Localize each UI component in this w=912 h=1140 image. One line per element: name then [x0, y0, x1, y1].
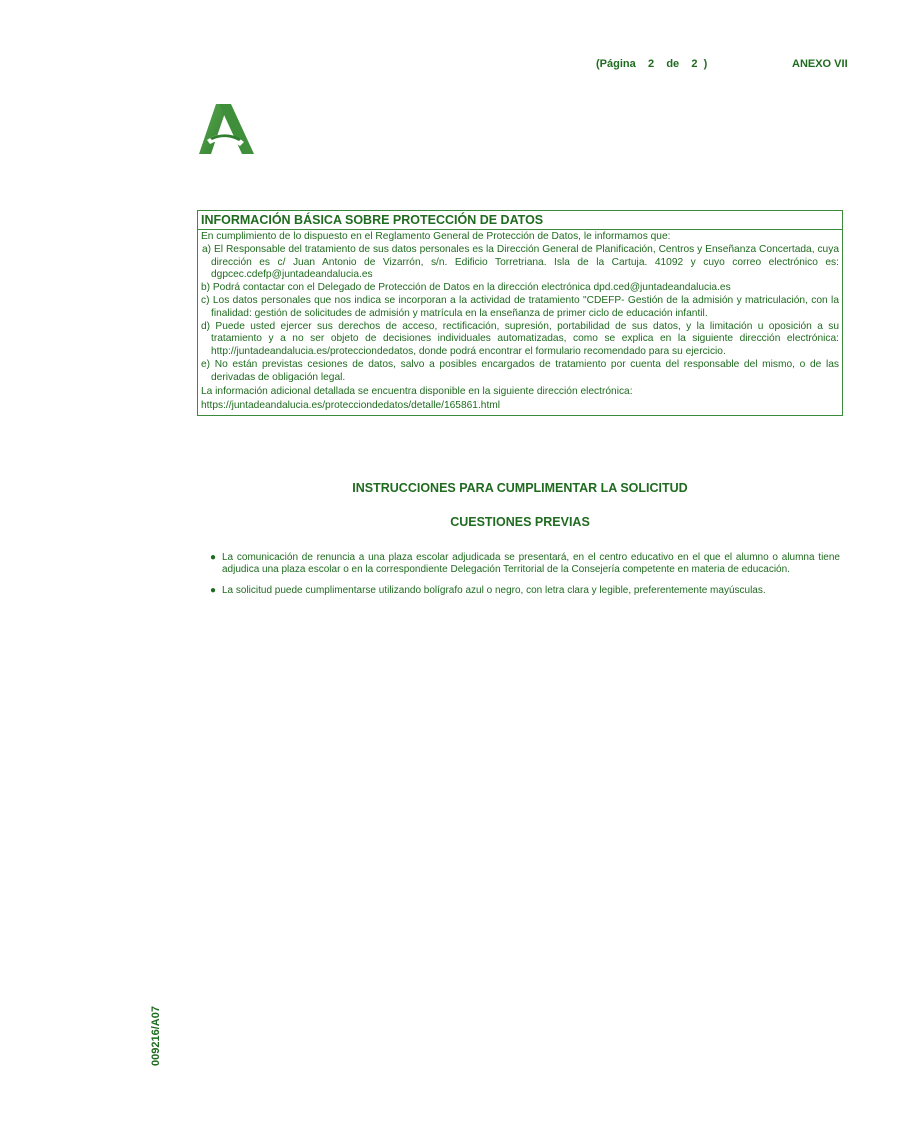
junta-de-andalucia-logo-icon: [198, 102, 256, 156]
annex-label: ANEXO VII: [792, 58, 848, 70]
page-total: 2: [691, 58, 698, 70]
bullet-text: La solicitud puede cumplimentarse utilizando bolígrafo azul o negro, con letra clara y legible, preferentemente mayúsculas.: [222, 585, 766, 597]
logo-graphic: [198, 102, 256, 156]
data-protection-box: [197, 210, 843, 416]
list-item: [210, 552, 840, 575]
data-protection-additional-url: https://juntadeandalucia.es/protecciondedatos/detalle/165861.html: [201, 400, 501, 412]
page-open-label: (Página: [596, 58, 636, 70]
data-protection-item-e: e) No están previstas cesiones de datos, salvo a posibles encargados de tratamiento por cuenta del responsable del mismo, o de las derivadas de obligación legal.: [201, 358, 839, 383]
page-of-label: de: [666, 58, 680, 70]
data-protection-item-d: d) Puede usted ejercer sus derechos de acceso, rectificación, supresión, portabilidad de sus datos, y la limitación u oposición a su tratamiento y a no ser objeto de decisiones individuales automatizadas, como se explica en la siguiente dirección electrónica: http://juntadeandalucia.es/protecciondedatos, donde podrá encontrar el formulario recomendado para su ejercicio.: [201, 320, 839, 358]
instructions-title: INSTRUCCIONES PARA CUMPLIMENTAR LA SOLICITUD: [352, 481, 688, 495]
data-protection-item-c: c) Los datos personales que nos indica se incorporan a la actividad de tratamiento "CDEFP- Gestión de la admisión y matriculación, con la finalidad: gestión de solicitudes de admisión y matrícula en la enseñanza de primer ciclo de educación infantil.: [201, 294, 839, 319]
data-protection-body: [198, 230, 842, 413]
bullet-text: La comunicación de renuncia a una plaza escolar adjudicada se presentará, en el centro educativo en el que el alumno o alumna tiene adjudica una plaza escolar o en la correspondiente Delegación Territorial de la Consejería competente en materia de educación.: [222, 552, 840, 575]
page-close-label: ): [703, 58, 708, 70]
page-indicator: [596, 58, 707, 70]
page-current: 2: [647, 58, 655, 70]
form-code: 009216/A07: [150, 1006, 162, 1066]
data-protection-additional-info: La información adicional detallada se encuentra disponible en la siguiente dirección electrónica:: [201, 385, 633, 397]
data-protection-title: INFORMACIÓN BÁSICA SOBRE PROTECCIÓN DE DATOS: [198, 211, 842, 230]
data-protection-item-a: a) El Responsable del tratamiento de sus datos personales es la Dirección General de Planificación, Centros y Enseñanza Concertada, cuya dirección es c/ Juan Antonio de Vizarrón, s/n. Edificio Torretriana. Isla de la Cartuja. 41092 y cuyo correo electrónico es: dgpcec.cdefp@juntadeandalucia.es: [202, 243, 839, 281]
list-item: [210, 585, 840, 597]
bullet-icon: ●: [210, 585, 217, 597]
bullet-icon: ●: [210, 552, 217, 563]
data-protection-intro: En cumplimiento de lo dispuesto en el Reglamento General de Protección de Datos, le informamos que:: [201, 231, 671, 242]
instructions-bullet-list: [210, 552, 840, 607]
instructions-subtitle: CUESTIONES PREVIAS: [450, 515, 590, 529]
data-protection-item-b: b) Podrá contactar con el Delegado de Protección de Datos en la dirección electrónica dpd.ced@juntadeandalucia.es: [201, 282, 731, 294]
